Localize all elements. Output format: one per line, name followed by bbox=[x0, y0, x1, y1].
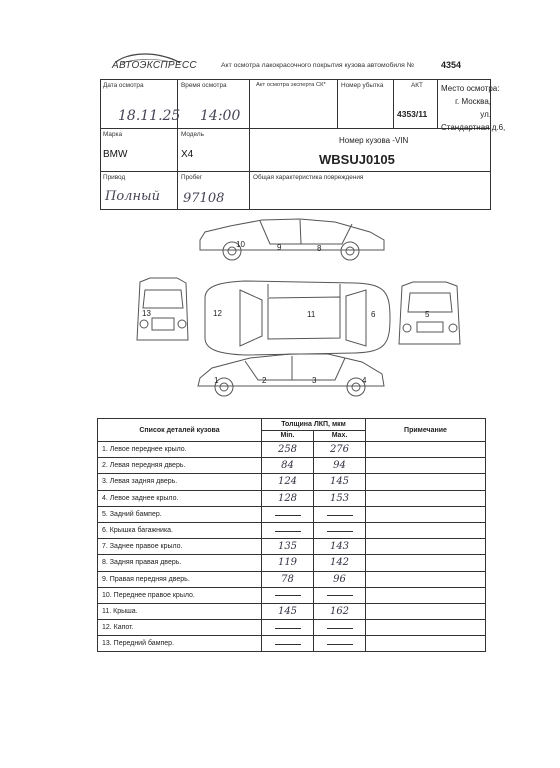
panel-label-3: 3 bbox=[312, 376, 317, 385]
part-name bbox=[98, 636, 262, 652]
drive-value: Полный bbox=[105, 189, 160, 204]
place-line-2: ул. bbox=[480, 110, 491, 119]
table-row bbox=[98, 636, 486, 652]
col-header-parts: Список деталей кузова bbox=[98, 419, 262, 442]
min-value bbox=[262, 474, 314, 490]
car-right-side-icon bbox=[200, 219, 384, 260]
loss-number-label: Номер убытка bbox=[341, 82, 384, 89]
dash-mark bbox=[327, 515, 353, 516]
min-value bbox=[262, 490, 314, 506]
note-cell bbox=[366, 506, 486, 522]
part-name-text: 5. Задний бампер. bbox=[102, 510, 162, 518]
drive-label: Привод bbox=[103, 174, 126, 181]
dash-mark bbox=[275, 628, 301, 629]
min-value-text: 128 bbox=[277, 492, 298, 504]
parts-thickness-table bbox=[97, 418, 486, 652]
note-cell bbox=[366, 539, 486, 555]
min-value bbox=[262, 571, 314, 587]
car-left-side-icon bbox=[198, 354, 384, 396]
min-value bbox=[262, 522, 314, 538]
part-name bbox=[98, 490, 262, 506]
min-value-text: 258 bbox=[277, 444, 298, 456]
part-name bbox=[98, 458, 262, 474]
max-value bbox=[314, 474, 366, 490]
table-row bbox=[98, 603, 486, 619]
note-cell bbox=[366, 458, 486, 474]
table-row bbox=[98, 490, 486, 506]
dash-mark bbox=[275, 595, 301, 596]
min-value-text: 84 bbox=[281, 460, 294, 472]
min-value-text: 124 bbox=[277, 476, 298, 488]
part-name-text: 11. Крыша. bbox=[102, 607, 138, 615]
car-rear-view-icon bbox=[399, 282, 460, 344]
act-label: АКТ bbox=[411, 82, 423, 89]
max-value bbox=[314, 555, 366, 571]
part-name-text: 7. Заднее правое крыло. bbox=[102, 543, 183, 551]
max-value bbox=[314, 636, 366, 652]
note-cell bbox=[366, 442, 486, 458]
part-name bbox=[98, 506, 262, 522]
table-row bbox=[98, 506, 486, 522]
min-value-text: 119 bbox=[277, 557, 298, 569]
table-row bbox=[98, 539, 486, 555]
col-header-min: Min. bbox=[262, 430, 314, 442]
date-label: Дата осмотра bbox=[103, 82, 144, 89]
panel-label-2: 2 bbox=[262, 376, 267, 385]
part-name-text: 1. Левое переднее крыло. bbox=[102, 446, 187, 454]
table-header-row bbox=[98, 419, 486, 431]
mileage-value: 97108 bbox=[183, 191, 225, 206]
part-name bbox=[98, 539, 262, 555]
document-title: Акт осмотра лакокрасочного покрытия кузова автомобиля № bbox=[221, 62, 414, 69]
col-header-note: Примечание bbox=[366, 419, 486, 442]
table-row bbox=[98, 620, 486, 636]
dash-mark bbox=[275, 644, 301, 645]
table-row bbox=[98, 555, 486, 571]
part-name bbox=[98, 522, 262, 538]
min-value-text: 135 bbox=[277, 541, 298, 553]
brand-value: BMW bbox=[103, 149, 128, 160]
part-name-text: 10. Переднее правое крыло. bbox=[102, 591, 195, 599]
panel-label-12: 12 bbox=[213, 309, 222, 318]
dash-mark bbox=[327, 595, 353, 596]
max-value-text: 96 bbox=[333, 573, 346, 585]
max-value bbox=[314, 506, 366, 522]
dash-mark bbox=[275, 531, 301, 532]
part-name bbox=[98, 555, 262, 571]
mileage-label: Пробег bbox=[181, 174, 203, 181]
max-value bbox=[314, 571, 366, 587]
min-value-text: 145 bbox=[277, 605, 298, 617]
max-value-text: 276 bbox=[329, 444, 350, 456]
table-row bbox=[98, 474, 486, 490]
panel-label-5: 5 bbox=[425, 310, 430, 319]
col-header-max: Max. bbox=[314, 430, 366, 442]
brand-label: Марка bbox=[103, 131, 122, 138]
max-value-text: 145 bbox=[329, 476, 350, 488]
note-cell bbox=[366, 636, 486, 652]
part-name-text: 13. Передний бампер. bbox=[102, 640, 175, 648]
max-value bbox=[314, 458, 366, 474]
note-cell bbox=[366, 620, 486, 636]
place-label: Место осмотра: bbox=[441, 84, 500, 93]
place-line-1: г. Москва, bbox=[455, 97, 491, 106]
expert-act-label: Акт осмотра эксперта СК* bbox=[256, 82, 326, 88]
note-cell bbox=[366, 555, 486, 571]
table-row bbox=[98, 458, 486, 474]
min-value bbox=[262, 442, 314, 458]
panel-label-11: 11 bbox=[307, 310, 316, 319]
max-value bbox=[314, 442, 366, 458]
model-label: Модель bbox=[181, 131, 204, 138]
dash-mark bbox=[327, 644, 353, 645]
min-value bbox=[262, 539, 314, 555]
vin-label: Номер кузова -VIN bbox=[339, 136, 409, 145]
note-cell bbox=[366, 587, 486, 603]
panel-label-4: 4 bbox=[362, 376, 367, 385]
place-line-3: Стандартная д.6, bbox=[441, 123, 506, 132]
part-name-text: 12. Капот. bbox=[102, 624, 134, 632]
max-value bbox=[314, 603, 366, 619]
part-name-text: 6. Крышка багажника. bbox=[102, 527, 174, 535]
min-value bbox=[262, 587, 314, 603]
min-value bbox=[262, 620, 314, 636]
part-name bbox=[98, 603, 262, 619]
panel-label-8: 8 bbox=[317, 244, 322, 253]
note-cell bbox=[366, 571, 486, 587]
max-value-text: 142 bbox=[329, 557, 350, 569]
min-value bbox=[262, 603, 314, 619]
max-value bbox=[314, 620, 366, 636]
part-name-text: 4. Левое заднее крыло. bbox=[102, 494, 179, 502]
max-value-text: 143 bbox=[329, 541, 350, 553]
min-value bbox=[262, 555, 314, 571]
max-value-text: 94 bbox=[333, 460, 346, 472]
dash-mark bbox=[327, 628, 353, 629]
part-name bbox=[98, 474, 262, 490]
car-top-view-icon bbox=[205, 281, 390, 355]
part-name-text: 9. Правая передняя дверь. bbox=[102, 575, 190, 583]
panel-label-13: 13 bbox=[142, 309, 151, 318]
act-value: 4353/11 bbox=[397, 109, 428, 119]
min-value bbox=[262, 506, 314, 522]
part-name bbox=[98, 620, 262, 636]
note-cell bbox=[366, 490, 486, 506]
max-value bbox=[314, 587, 366, 603]
note-cell bbox=[366, 603, 486, 619]
note-cell bbox=[366, 474, 486, 490]
table-row bbox=[98, 522, 486, 538]
table-row bbox=[98, 587, 486, 603]
model-value: X4 bbox=[181, 149, 194, 160]
col-header-thickness: Толщина ЛКП, мкм bbox=[262, 419, 366, 431]
min-value bbox=[262, 636, 314, 652]
max-value bbox=[314, 539, 366, 555]
panel-label-6: 6 bbox=[371, 310, 376, 319]
panel-label-1: 1 bbox=[214, 376, 219, 385]
vin-value: WBSUJ0105 bbox=[319, 152, 395, 167]
min-value-text: 78 bbox=[281, 573, 294, 585]
time-label: Время осмотра bbox=[181, 82, 227, 89]
part-name-text: 3. Левая задняя дверь. bbox=[102, 478, 178, 486]
note-cell bbox=[366, 522, 486, 538]
min-value bbox=[262, 458, 314, 474]
max-value bbox=[314, 490, 366, 506]
panel-label-10: 10 bbox=[236, 240, 245, 249]
dash-mark bbox=[327, 531, 353, 532]
part-name-text: 8. Задняя правая дверь. bbox=[102, 559, 182, 567]
damage-label: Общая характеристика повреждения bbox=[253, 174, 364, 181]
date-value: 18.11.25 bbox=[118, 108, 181, 124]
max-value-text: 162 bbox=[329, 605, 350, 617]
max-value-text: 153 bbox=[329, 492, 350, 504]
table-row bbox=[98, 571, 486, 587]
document-number: 4354 bbox=[441, 60, 462, 70]
logo-text: АВТОЭКСПРЕСС bbox=[112, 60, 197, 71]
dash-mark bbox=[275, 515, 301, 516]
table-row bbox=[98, 442, 486, 458]
part-name-text: 2. Левая передняя дверь. bbox=[102, 462, 186, 470]
time-value: 14:00 bbox=[200, 108, 241, 124]
part-name bbox=[98, 571, 262, 587]
max-value bbox=[314, 522, 366, 538]
part-name bbox=[98, 587, 262, 603]
panel-label-9: 9 bbox=[277, 243, 282, 252]
part-name bbox=[98, 442, 262, 458]
